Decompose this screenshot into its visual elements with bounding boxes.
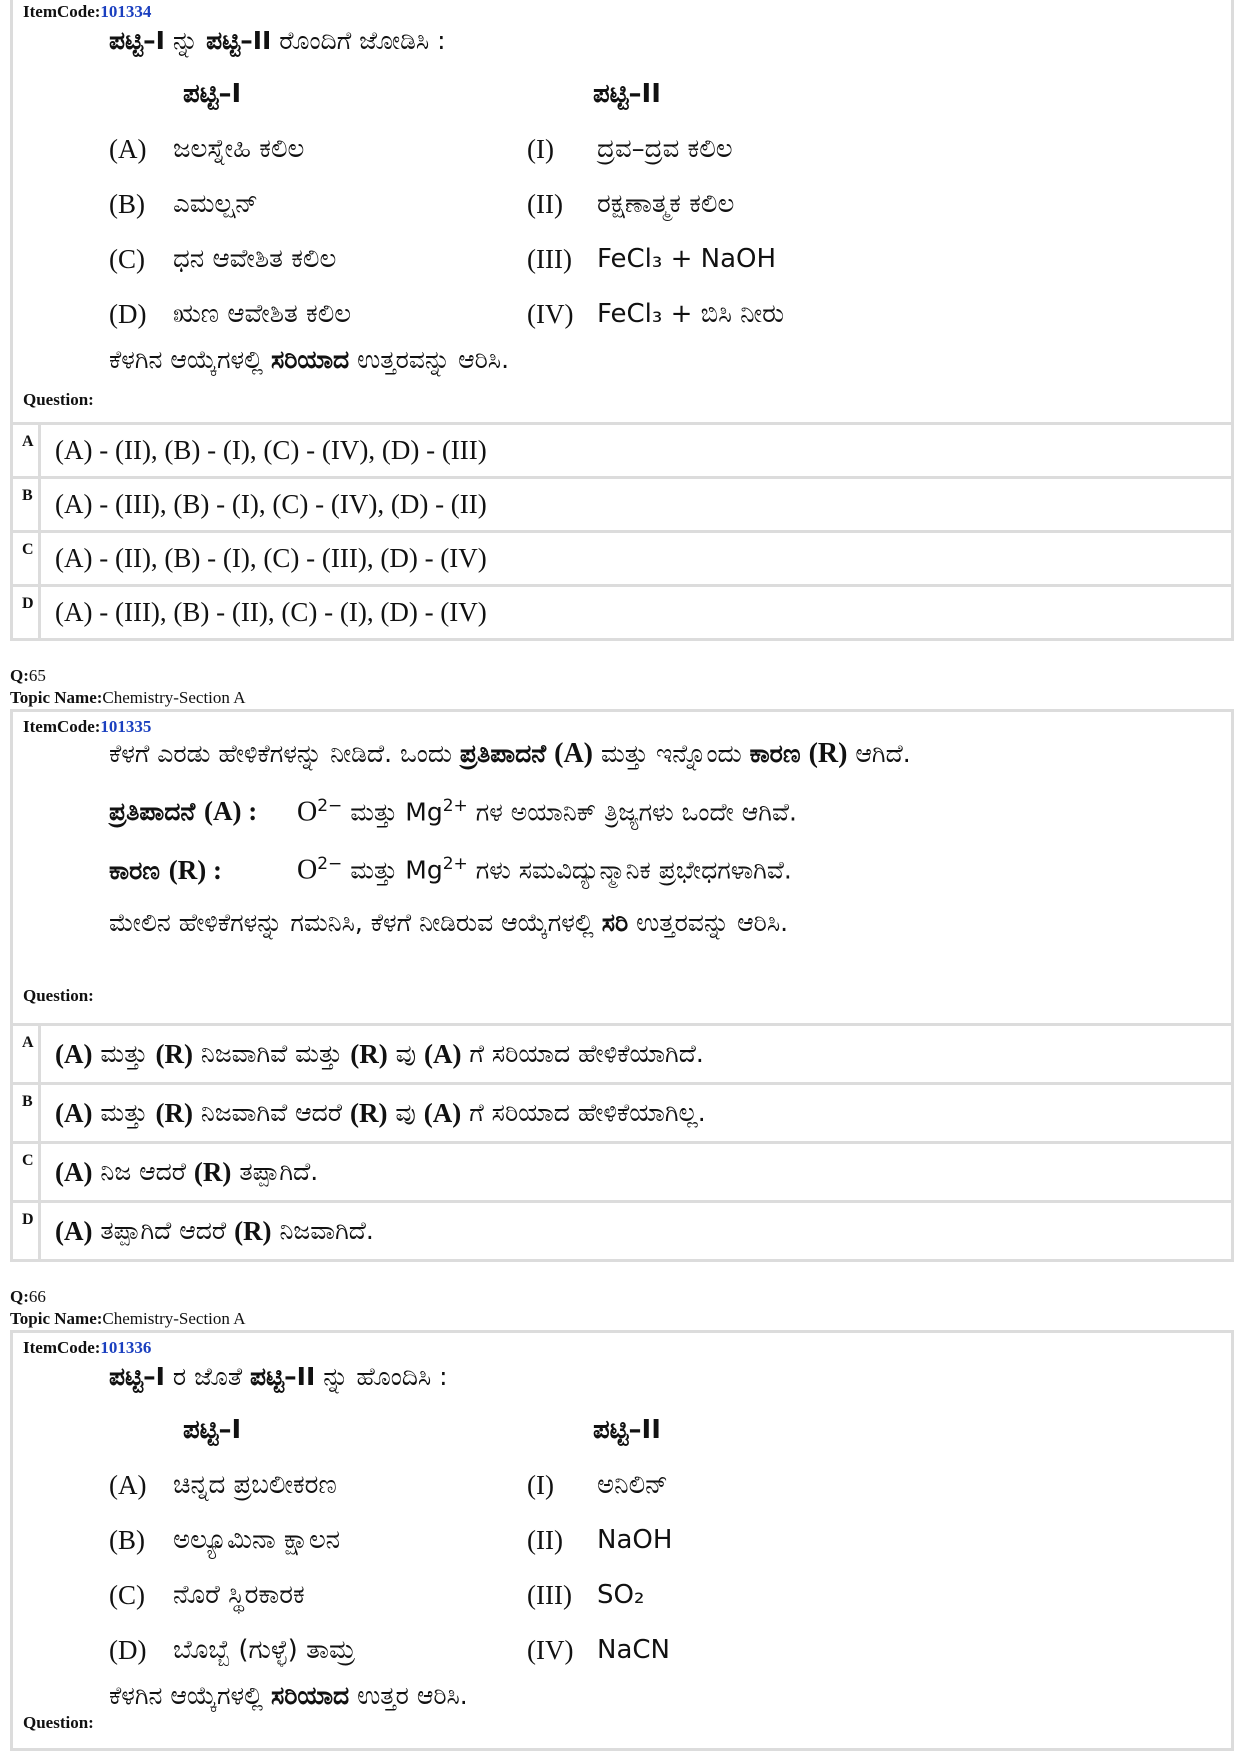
option-d[interactable] [13, 1200, 1231, 1259]
question-body [13, 1333, 1231, 1748]
option-text-part: ತಪ್ಪಾಗಿದೆ ಆದರೆ [92, 1216, 235, 1245]
match-row-text: ನೊರೆ ಸ್ಥಿರಕಾರಕ [173, 1579, 305, 1610]
match-row [109, 1512, 1221, 1567]
match-row-text: SO₂ [597, 1579, 645, 1610]
option-text-part: (A) [55, 1156, 93, 1187]
option-text-part: (A) [55, 1038, 93, 1069]
option-text [41, 1085, 706, 1141]
match-row-text: ಎಮಲ್ಷನ್ [173, 188, 259, 219]
match-row-label: (C) [109, 243, 145, 274]
option-text [41, 1203, 374, 1259]
question-block-64 [10, 0, 1234, 641]
option-a[interactable] [13, 422, 1231, 476]
option-text: (A) - (III), (B) - (II), (C) - (I), (D) - (IV) [55, 597, 487, 627]
match-row [109, 286, 1221, 341]
option-c[interactable] [13, 530, 1231, 584]
option-text-part: ನಿಜವಾಗಿದೆ. [271, 1216, 374, 1245]
question-label: Question: [23, 986, 94, 1005]
option-text-part: (R) [155, 1038, 193, 1069]
item-code: ItemCode:101335 [23, 717, 152, 736]
question-body [13, 0, 1231, 422]
option-text: (A) - (II), (B) - (I), (C) - (III), (D) - (IV) [55, 543, 487, 573]
match-row-text: ಋಣ ಆವೇಶಿತ ಕಲಿಲ [173, 298, 352, 329]
option-text-part: ಮತ್ತು [92, 1039, 156, 1068]
option-c[interactable] [13, 1141, 1231, 1200]
option-text-part: (R) [155, 1097, 193, 1128]
option-text-part: ನಿಜವಾಗಿವೆ ಆದರೆ [192, 1098, 350, 1127]
option-b[interactable] [13, 1082, 1231, 1141]
match-row-text: FeCl₃ + NaOH [597, 243, 777, 274]
option-letter: D [13, 587, 41, 638]
closing-text: ಕೆಳಗಿನ ಆಯ್ಕೆಗಳಲ್ಲಿ ಸರಿಯಾದ ಉತ್ತರ ಆರಿಸಿ. [109, 1681, 468, 1710]
match-row-label: (IV) [527, 298, 574, 329]
item-code: ItemCode:101336 [23, 1338, 152, 1357]
option-text: (A) - (II), (B) - (I), (C) - (IV), (D) - (III) [55, 435, 487, 465]
match-row-label: (D) [109, 1634, 147, 1665]
reason-row: ಕಾರಣ (R) : $O^{2-}$ ಮತ್ತು $Mg^{2+}$ ಗಳು ಸಮವಿದ್ಯುನ್ಮಾನಿಕ ಪ್ರಭೇಧಗಳಾಗಿವೆ. [109, 854, 792, 886]
option-text-part: (R) [350, 1038, 388, 1069]
match-row-label: (III) [527, 1579, 572, 1610]
option-text-part: (R) [350, 1097, 388, 1128]
question-block-66 [10, 1330, 1234, 1751]
option-text: (A) - (III), (B) - (I), (C) - (IV), (D) - (II) [55, 489, 487, 519]
match-row-text: NaOH [597, 1524, 673, 1555]
match-row-text: ಚಿನ್ನದ ಪ್ರಬಲೀಕರಣ [173, 1469, 337, 1500]
match-row [109, 1622, 1221, 1677]
match-table [109, 121, 1221, 341]
option-text-part: ತಪ್ಪಾಗಿದೆ. [231, 1157, 319, 1186]
option-text-part: (A) [55, 1215, 93, 1246]
match-header: ಪಟ್ಟಿ–I ಪಟ್ಟಿ–II [183, 78, 661, 109]
option-b[interactable] [13, 476, 1231, 530]
instruction-text: ಪಟ್ಟಿ–I ರ ಜೊತೆ ಪಟ್ಟಿ–II ನ್ನು ಹೊಂದಿಸಿ : [109, 1362, 448, 1391]
match-row-label: (A) [109, 133, 147, 164]
option-letter: A [13, 425, 41, 476]
match-row [109, 1567, 1221, 1622]
match-row-label: (D) [109, 298, 147, 329]
option-text [41, 1026, 704, 1082]
match-row-label: (II) [527, 1524, 563, 1555]
option-text [41, 1144, 318, 1200]
intro-text: ಕೆಳಗೆ ಎರಡು ಹೇಳಿಕೆಗಳನ್ನು ನೀಡಿದೆ. ಒಂದು ಪ್ರತಿಪಾದನೆ (A) ಮತ್ತು ಇನ್ನೊಂದು ಕಾರಣ (R) ಆಗಿದೆ. [109, 738, 911, 769]
closing-text: ಮೇಲಿನ ಹೇಳಿಕೆಗಳನ್ನು ಗಮನಿಸಿ, ಕೆಳಗೆ ನೀಡಿರುವ ಆಯ್ಕೆಗಳಲ್ಲಿ ಸರಿ ಉತ್ತರವನ್ನು ಆರಿಸಿ. [109, 907, 789, 937]
match-row-text: ಜಲಸ್ನೇಹಿ ಕಲಿಲ [173, 133, 305, 164]
instruction-text: ಪಟ್ಟಿ–I ನ್ನು ಪಟ್ಟಿ–II ರೊಂದಿಗೆ ಜೋಡಿಸಿ : [109, 26, 446, 55]
assertion-row: ಪ್ರತಿಪಾದನೆ (A) : $O^{2-}$ ಮತ್ತು $Mg^{2+}$ ಗಳ ಅಯಾನಿಕ್ ತ್ರಿಜ್ಯಗಳು ಒಂದೇ ಆಗಿವೆ. [109, 796, 797, 828]
option-text-part: ವು [387, 1039, 424, 1068]
match-table [109, 1457, 1221, 1677]
match-row-text: ದ್ರವ–ದ್ರವ ಕಲಿಲ [597, 133, 733, 164]
option-text-part: ಮತ್ತು [92, 1098, 156, 1127]
match-row-text: ಅಲ್ಯೂಮಿನಾ ಕ್ಷಾಲನ [173, 1524, 341, 1555]
match-row-label: (II) [527, 188, 563, 219]
option-text-part: (A) [55, 1097, 93, 1128]
match-row-label: (IV) [527, 1634, 574, 1665]
option-text-part: ನಿಜವಾಗಿವೆ ಮತ್ತು [192, 1039, 351, 1068]
match-row-label: (A) [109, 1469, 147, 1500]
match-row-label: (C) [109, 1579, 145, 1610]
match-row-label: (B) [109, 1524, 145, 1555]
match-row-text: ರಕ್ಷಣಾತ್ಮಕ ಕಲಿಲ [597, 188, 735, 219]
match-row-label: (III) [527, 243, 572, 274]
match-row-label: (I) [527, 133, 554, 164]
option-text-part: (A) [423, 1038, 462, 1069]
match-row-text: ಬೊಬ್ಬೆ (ಗುಳ್ಳೆ) ತಾಮ್ರ [173, 1634, 355, 1665]
question-meta-65: Q:65 Topic Name:Chemistry-Section A [10, 666, 246, 707]
option-letter: B [13, 479, 41, 530]
option-letter: D [13, 1203, 41, 1259]
option-text-part: (A) [423, 1097, 462, 1128]
match-row-label: (B) [109, 188, 145, 219]
option-text-part: ನಿಜ ಆದರೆ [92, 1157, 194, 1186]
match-row-label: (I) [527, 1469, 554, 1500]
option-d[interactable] [13, 584, 1231, 638]
option-a[interactable] [13, 1023, 1231, 1082]
match-row-text: ಧನ ಆವೇಶಿತ ಕಲಿಲ [173, 243, 337, 274]
question-meta-66: Q:66 Topic Name:Chemistry-Section A [10, 1287, 246, 1328]
match-row [109, 121, 1221, 176]
option-letter: A [13, 1026, 41, 1082]
question-body [13, 712, 1231, 1023]
option-letter: C [13, 533, 41, 584]
question-label: Question: [23, 390, 94, 409]
question-block-65 [10, 709, 1234, 1262]
option-letter: C [13, 1144, 41, 1200]
match-row [109, 231, 1221, 286]
match-header: ಪಟ್ಟಿ–I ಪಟ್ಟಿ–II [183, 1414, 661, 1445]
match-row-text: FeCl₃ + ಬಿಸಿ ನೀರು [597, 298, 785, 329]
option-text-part: (R) [193, 1156, 232, 1187]
match-row [109, 1457, 1221, 1512]
item-code: ItemCode:101334 [23, 2, 152, 21]
option-letter: B [13, 1085, 41, 1141]
closing-text: ಕೆಳಗಿನ ಆಯ್ಕೆಗಳಲ್ಲಿ ಸರಿಯಾದ ಉತ್ತರವನ್ನು ಆರಿಸಿ. [109, 345, 510, 374]
question-label: Question: [23, 1713, 94, 1732]
match-row-text: NaCN [597, 1634, 670, 1665]
match-row [109, 176, 1221, 231]
option-text-part: ಗೆ ಸರಿಯಾದ ಹೇಳಿಕೆಯಾಗಿಲ್ಲ. [461, 1098, 706, 1127]
options-list [13, 422, 1231, 638]
option-text-part: ವು [387, 1098, 424, 1127]
option-text-part: ಗೆ ಸರಿಯಾದ ಹೇಳಿಕೆಯಾಗಿದೆ. [461, 1039, 704, 1068]
options-list [13, 1023, 1231, 1259]
match-row-text: ಅನಿಲಿನ್ [597, 1469, 669, 1500]
option-text-part: (R) [234, 1215, 272, 1246]
